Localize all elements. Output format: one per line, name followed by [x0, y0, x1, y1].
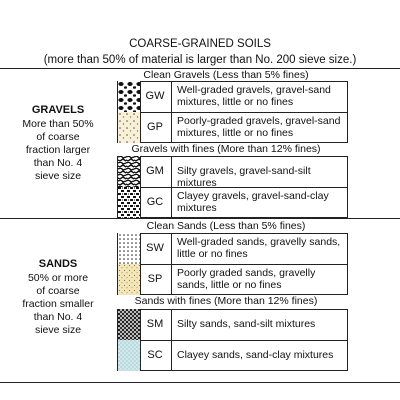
- soil-code-gc: GC: [146, 196, 164, 208]
- soil-desc-sc: Clayey sands, sand-clay mixtures: [177, 349, 334, 361]
- page-subtitle: (more than 50% of material is larger than No. 200 sieve size.): [43, 54, 357, 66]
- soil-code-sw: SW: [146, 242, 164, 254]
- gm-symbol-icon: [118, 156, 140, 187]
- group-sands-criteria-4: than No. 4: [33, 311, 83, 323]
- sp-symbol-icon: [118, 264, 140, 295]
- group-sands-criteria-3: fraction smaller: [22, 298, 94, 310]
- soil-desc-sp: Poorly graded sands, gravelly sands, little or no fines: [177, 267, 316, 291]
- sw-symbol-icon: [118, 233, 140, 264]
- soil-code-gm: GM: [146, 165, 164, 177]
- soil-desc-gc: Clayey gravels, gravel-sand-clay mixtures: [177, 190, 329, 214]
- group-gravels-criteria-1: More than 50%: [22, 118, 94, 130]
- group-sands-criteria-5: sieve size: [34, 324, 82, 336]
- group-gravels-name: GRAVELS: [31, 104, 85, 116]
- soil-desc-gm: Silty gravels, gravel-sand-silt mixtures: [177, 165, 311, 189]
- page-title: COARSE-GRAINED SOILS: [129, 38, 271, 50]
- subgroup-gravels-with-fines: Gravels with fines (More than 12% fines): [131, 143, 321, 155]
- soil-desc-sw: Well-graded sands, gravelly sands, little or no fines: [177, 236, 341, 260]
- group-gravels-criteria-2: of coarse: [36, 131, 80, 143]
- soil-code-gp: GP: [147, 121, 163, 133]
- gp-symbol-icon: [118, 112, 140, 143]
- soil-desc-gw: Well-graded gravels, gravel-sand mixtures, little or no fines: [177, 84, 331, 108]
- group-sands-name: SANDS: [38, 258, 78, 270]
- group-sands-criteria-1: 50% or more: [27, 272, 89, 284]
- subgroup-clean-gravels: Clean Gravels (Less than 5% fines): [143, 69, 309, 81]
- soil-desc-gp: Poorly-graded gravels, gravel-sand mixtures, little or no fines: [177, 115, 341, 139]
- soil-code-sp: SP: [147, 273, 163, 285]
- soil-code-gw: GW: [145, 90, 165, 102]
- block-clean-sands-row-divider: [117, 264, 348, 265]
- group-sands-criteria-2: of coarse: [36, 285, 80, 297]
- sm-symbol-icon: [118, 309, 140, 340]
- rule-middle: [0, 218, 400, 219]
- block-sands-with-fines-row-divider: [117, 340, 348, 341]
- sc-symbol-icon: [118, 340, 140, 371]
- subgroup-clean-sands: Clean Sands (Less than 5% fines): [146, 220, 306, 232]
- group-gravels-criteria-3: fraction larger: [25, 144, 91, 156]
- soil-code-sc: SC: [147, 349, 163, 361]
- soil-code-sm: SM: [146, 318, 164, 330]
- block-clean-gravels-row-divider: [117, 112, 348, 113]
- group-gravels-criteria-4: than No. 4: [33, 157, 83, 169]
- soil-desc-sm: Silty sands, sand-silt mixtures: [177, 318, 316, 330]
- gc-symbol-icon: [118, 187, 140, 218]
- group-gravels-criteria-5: sieve size: [34, 170, 82, 182]
- subgroup-sands-with-fines: Sands with fines (More than 12% fines): [134, 295, 318, 307]
- gw-symbol-icon: [118, 81, 140, 112]
- rule-bottom: [0, 382, 400, 383]
